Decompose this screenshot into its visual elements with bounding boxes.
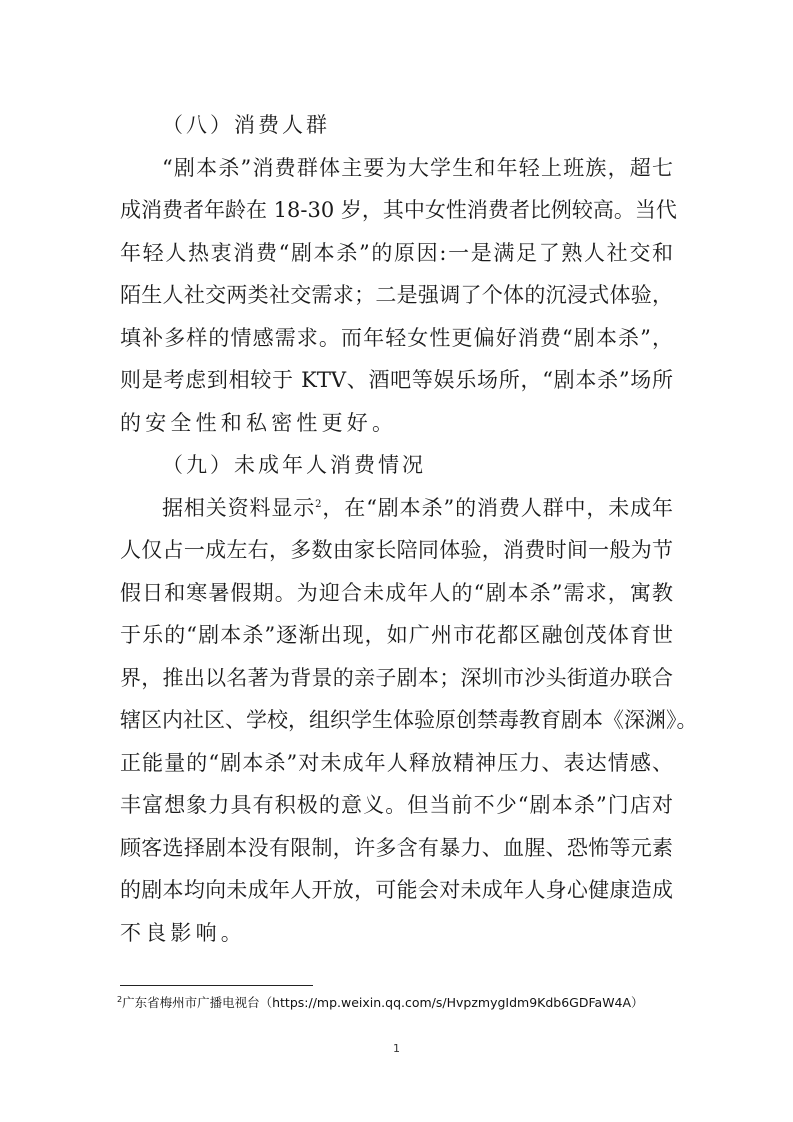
- footnote-reference[interactable]: 2: [315, 498, 322, 510]
- paragraph-line: 丰富想象力具有积极的意义。但当前不少“剧本杀”门店对: [120, 793, 673, 817]
- footnote-marker: 2: [117, 994, 123, 1004]
- paragraph-line: 的剧本均向未成年人开放，可能会对未成年人身心健康造成: [120, 878, 673, 902]
- paragraph-line: 的安全性和私密性更好。: [120, 410, 398, 435]
- paragraph-line: 填补多样的情感需求。而年轻女性更偏好消费“剧本杀”，: [120, 325, 673, 350]
- paragraph-line: 年轻人热衷消费“剧本杀”的原因:一是满足了熟人社交和: [120, 240, 673, 265]
- footnote: [117, 993, 644, 1011]
- paragraph-line: 辖区内社区、学校，组织学生体验原创禁毒教育剧本《深渊》。: [120, 708, 698, 732]
- paragraph-line: 不良影响。: [120, 920, 246, 945]
- text-segment: ，在“剧本杀”的消费人群中，未成年: [321, 495, 673, 520]
- paragraph-line: 顾客选择剧本没有限制，许多含有暴力、血腥、恐怖等元素: [120, 835, 673, 860]
- text-segment: 据相关资料显示: [162, 495, 316, 520]
- paragraph-line: 于乐的“剧本杀”逐渐出现，如广州市花都区融创茂体育世: [120, 623, 673, 647]
- section-heading-consumer-groups: （八）消费人群: [162, 113, 330, 137]
- paragraph-line: 正能量的“剧本杀”对未成年人释放精神压力、表达情感、: [120, 750, 673, 775]
- footnote-separator: [120, 985, 313, 986]
- paragraph-line: 成消费者年龄在 18-30 岁，其中女性消费者比例较高。当代: [120, 198, 677, 222]
- section-heading-minor-consumption: （九）未成年人消费情况: [162, 453, 426, 477]
- page-number: 1: [393, 1042, 400, 1055]
- document-page: [120, 104, 698, 954]
- paragraph-line: “剧本杀”消费群体主要为大学生和年轻上班族，超七: [162, 155, 673, 180]
- paragraph-line: 人仅占一成左右，多数由家长陪同体验，消费时间一般为节: [120, 538, 673, 562]
- paragraph-line: [120, 487, 673, 530]
- paragraph-line: 陌生人社交两类社交需求；二是强调了个体的沉浸式体验，: [120, 283, 673, 307]
- paragraph-line: 则是考虑到相较于 KTV、酒吧等娱乐场所，“剧本杀”场所: [120, 368, 673, 392]
- footnote-text: 广东省梅州市广播电视台（https://mp.weixin.qq.com/s/HvpzmygIdm9Kdb6GDFaW4A）: [122, 995, 644, 1010]
- paragraph-line: 界，推出以名著为背景的亲子剧本；深圳市沙头街道办联合: [120, 665, 673, 690]
- paragraph-line: 假日和寒暑假期。为迎合未成年人的“剧本杀”需求，寓教: [120, 580, 673, 605]
